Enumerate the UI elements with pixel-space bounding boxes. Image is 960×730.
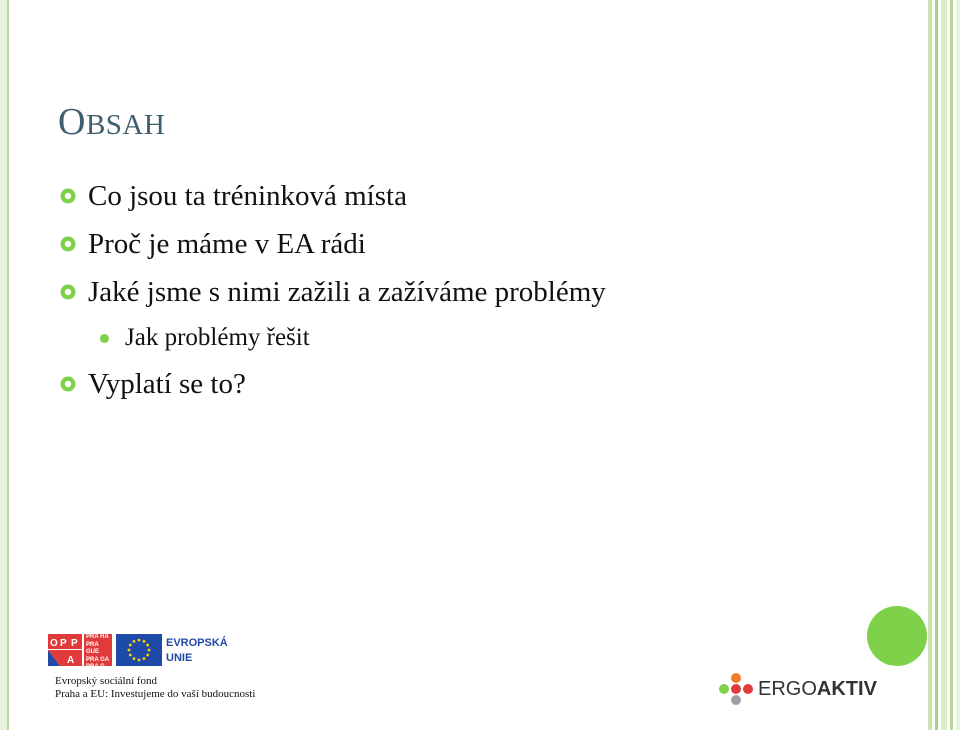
- svg-text:O: O: [50, 638, 58, 649]
- eu-star-icon: [133, 640, 136, 643]
- svg-text:P: P: [60, 638, 67, 649]
- footer-line-1: Evropský sociální fond: [55, 675, 158, 687]
- eu-star-icon: [129, 654, 132, 657]
- eu-flag-icon: [116, 634, 162, 666]
- eu-star-icon: [138, 659, 141, 662]
- gear-bullet-icon: [60, 236, 76, 252]
- eu-star-icon: [146, 644, 149, 647]
- eu-logo-text: EVROPSKÁ UNIE: [166, 637, 228, 664]
- ergoaktiv-logo-text: ERGOAKTIV: [758, 678, 877, 700]
- eu-star-icon: [129, 644, 132, 647]
- gear-bullet-icon: [60, 376, 76, 392]
- eu-star-icon: [148, 649, 151, 652]
- footer-text: [55, 675, 255, 701]
- gear-bullet-icon: [60, 188, 76, 204]
- left-decorative-border: [0, 0, 9, 730]
- gear-bullet-icon: [60, 284, 76, 300]
- dot-bullet-icon: [100, 334, 109, 343]
- ergoaktiv-logo-icon: [716, 672, 756, 706]
- eu-star-icon: [146, 654, 149, 657]
- eu-star-icon: [128, 649, 131, 652]
- slide-title: OBSAH: [58, 101, 166, 143]
- oppa-logo: [48, 634, 82, 666]
- praha-logo: PRA HA PRA GUE PRA GA PRA G: [84, 634, 112, 666]
- bullet-item: Jaké jsme s nimi zažili a zažíváme problémy: [60, 272, 606, 320]
- sub-bullet-item: Jak problémy řešit: [60, 320, 606, 364]
- footer-line-2: Praha a EU: Investujeme do vaší budoucnosti: [55, 688, 256, 700]
- decorative-green-circle: [867, 606, 927, 666]
- bullet-item: Co jsou ta tréninková místa: [60, 176, 606, 224]
- eu-star-icon: [133, 657, 136, 660]
- eu-star-icon: [138, 639, 141, 642]
- svg-text:A: A: [67, 655, 75, 666]
- bullet-list: [60, 176, 606, 412]
- bullet-item: Proč je máme v EA rádi: [60, 224, 606, 272]
- svg-text:P: P: [71, 638, 78, 649]
- eu-star-icon: [143, 640, 146, 643]
- eu-star-icon: [143, 657, 146, 660]
- bullet-item: Vyplatí se to?: [60, 364, 606, 412]
- right-decorative-border: [928, 0, 960, 730]
